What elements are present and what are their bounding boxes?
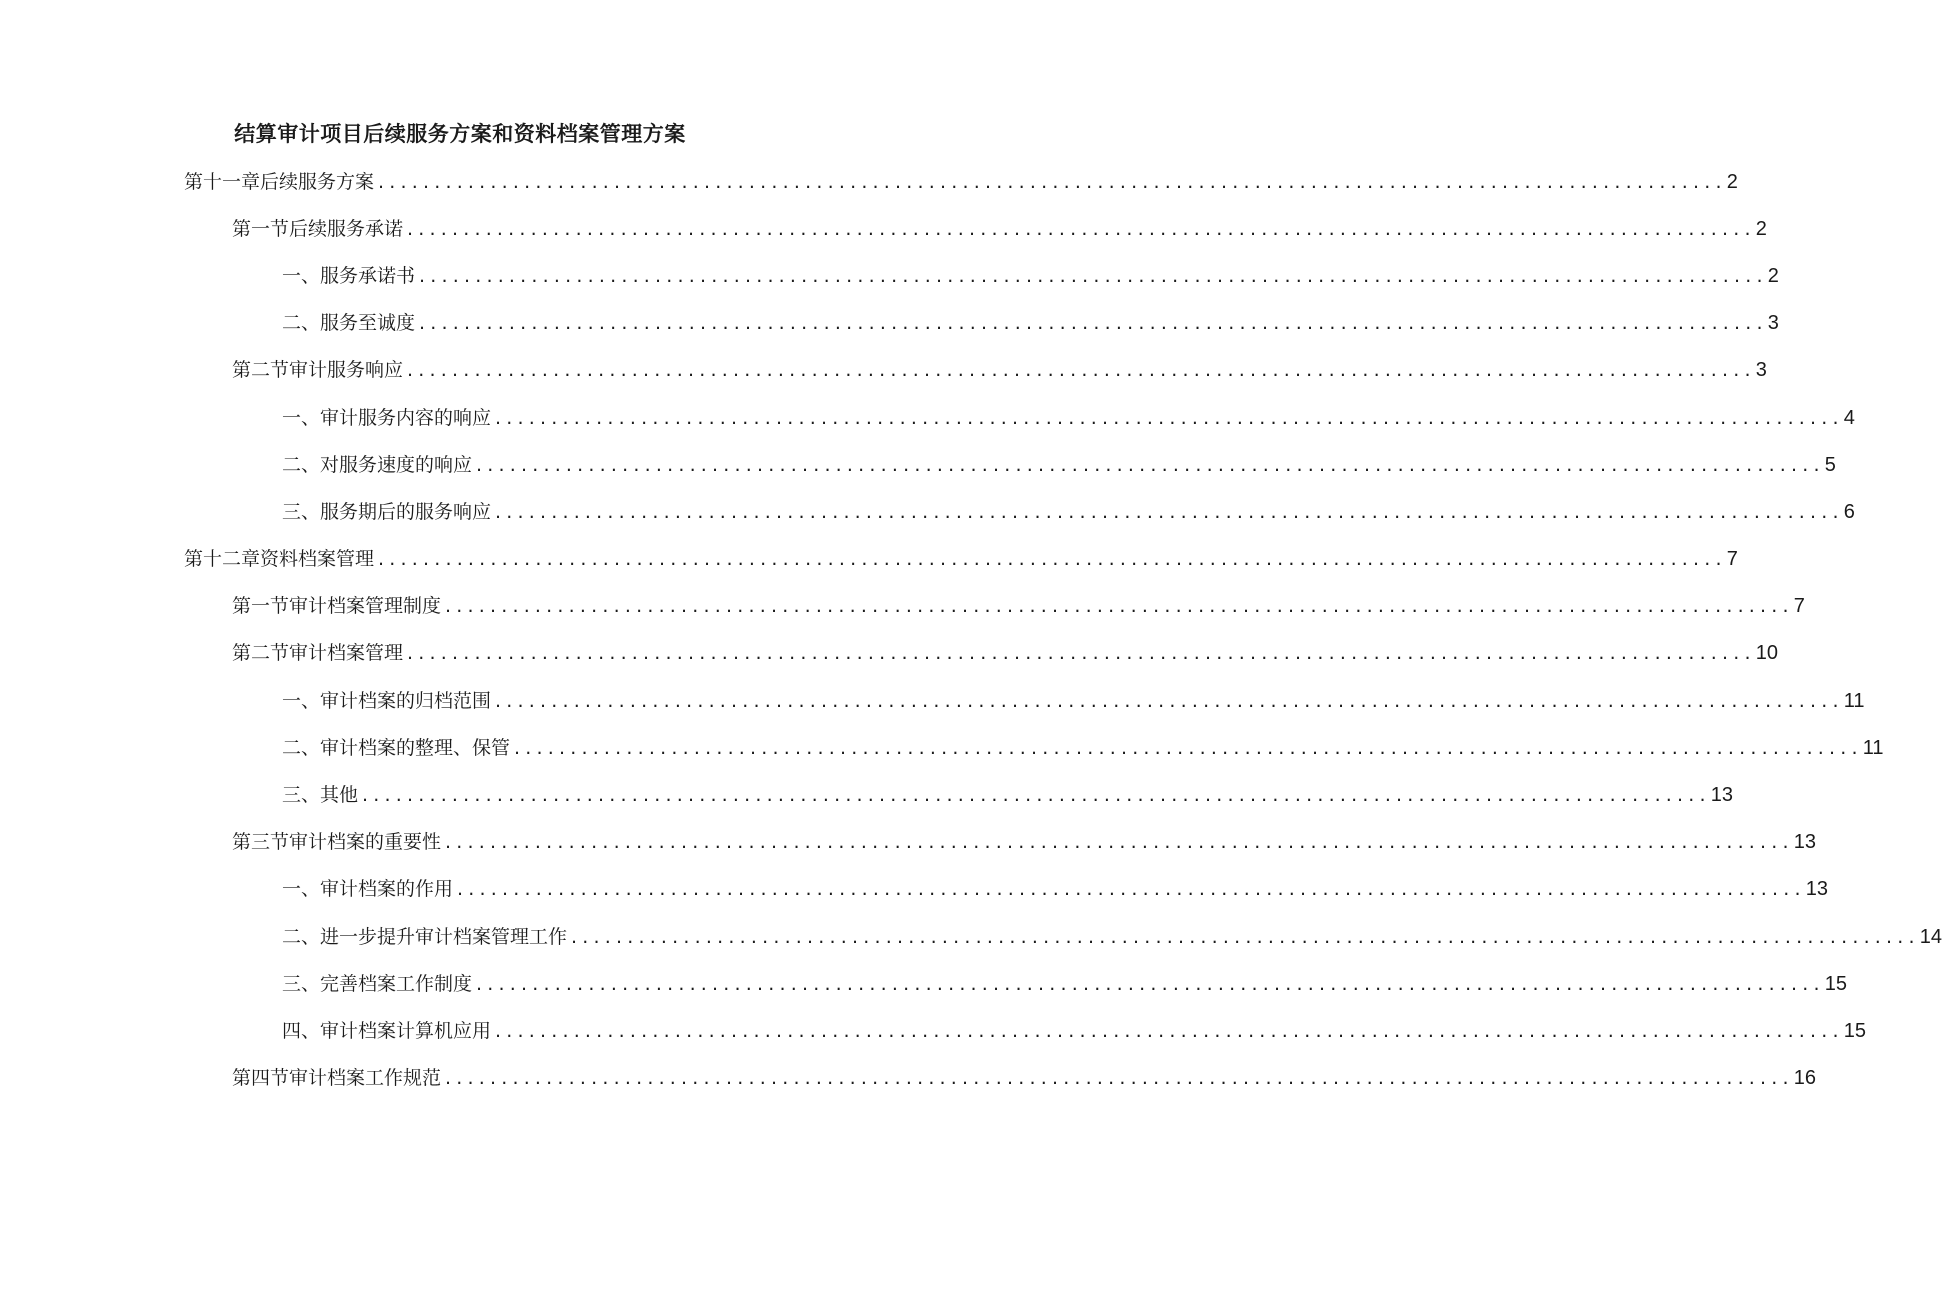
toc-page-number: 10 — [1755, 642, 1779, 665]
toc-dot-leader: ........................................................................................................................ — [457, 878, 1806, 901]
toc-page-number: 7 — [1793, 595, 1805, 618]
toc-dot-leader: ........................................................................................................................ — [419, 312, 1768, 335]
toc-entry-label: 一、审计服务内容的响应 — [282, 406, 492, 429]
toc-dot-leader: ........................................................................................................................ — [445, 831, 1794, 854]
toc-page-number: 6 — [1843, 500, 1855, 523]
toc-page-number: 4 — [1843, 406, 1855, 429]
toc-dot-leader: ........................................................................................................................ — [495, 500, 1844, 523]
toc-entry-label: 第三节审计档案的重要性 — [232, 831, 442, 854]
toc-entry-label: 四、审计档案计算机应用 — [282, 1019, 492, 1042]
toc-entry[interactable] — [0, 1055, 1817, 1102]
toc-page-number: 5 — [1824, 453, 1836, 476]
toc-page-number: 2 — [1726, 170, 1738, 193]
toc-entry-label: 一、审计档案的作用 — [282, 878, 454, 901]
toc-dot-leader: ........................................................................................................................ — [495, 406, 1844, 429]
toc-page-number: 15 — [1843, 1019, 1867, 1042]
toc-entry[interactable] — [0, 441, 1836, 488]
toc-entry[interactable] — [0, 630, 1779, 677]
toc-entry[interactable] — [0, 347, 1767, 394]
toc-entry[interactable] — [0, 960, 1848, 1007]
toc-dot-leader: ........................................................................................................................ — [445, 595, 1794, 618]
toc-entry-label: 一、服务承诺书 — [282, 264, 416, 287]
toc-dot-leader: ........................................................................................................................ — [407, 217, 1756, 240]
toc-entry-label: 一、审计档案的归档范围 — [282, 689, 492, 712]
toc-dot-leader: ........................................................................................................................ — [476, 453, 1825, 476]
toc-page-number: 11 — [1843, 689, 1865, 712]
document-title: 结算审计项目后续服务方案和资料档案管理方案 — [234, 122, 686, 146]
toc-page-number: 11 — [1862, 736, 1884, 759]
toc-dot-leader: ........................................................................................................................ — [419, 264, 1768, 287]
toc-entry[interactable] — [0, 488, 1855, 535]
toc-page-number: 2 — [1767, 264, 1779, 287]
toc-page-number: 7 — [1726, 548, 1738, 571]
toc-entry[interactable] — [0, 866, 1829, 913]
toc-page-number: 3 — [1767, 312, 1779, 335]
toc-entry[interactable] — [0, 819, 1817, 866]
toc-entry[interactable] — [0, 913, 1942, 960]
toc-entry-label: 二、服务至诚度 — [282, 312, 416, 335]
toc-page-number: 13 — [1793, 831, 1817, 854]
toc-entry[interactable] — [0, 536, 1738, 583]
toc-entry-label: 三、完善档案工作制度 — [282, 972, 473, 995]
toc-entry[interactable] — [0, 724, 1884, 771]
toc-entry-label: 第一节审计档案管理制度 — [232, 595, 442, 618]
toc-page-number: 15 — [1824, 972, 1848, 995]
toc-dot-leader: ........................................................................................................................ — [362, 784, 1711, 807]
toc-entry[interactable] — [0, 677, 1865, 724]
toc-entry-label: 第二节审计档案管理 — [232, 642, 404, 665]
toc-entry-label: 第十一章后续服务方案 — [184, 170, 375, 193]
table-of-contents — [0, 158, 1942, 1102]
toc-entry-label: 三、其他 — [282, 784, 359, 807]
toc-page-number: 2 — [1755, 217, 1767, 240]
toc-entry-label: 第十二章资料档案管理 — [184, 548, 375, 571]
toc-entry-label: 第二节审计服务响应 — [232, 359, 404, 382]
toc-dot-leader: ........................................................................................................................ — [378, 548, 1727, 571]
toc-entry[interactable] — [0, 252, 1779, 299]
toc-entry[interactable] — [0, 300, 1779, 347]
toc-entry[interactable] — [0, 205, 1767, 252]
toc-entry[interactable] — [0, 394, 1855, 441]
toc-dot-leader: ........................................................................................................................ — [378, 170, 1727, 193]
toc-dot-leader: ........................................................................................................................ — [476, 972, 1825, 995]
toc-dot-leader: ........................................................................................................................ — [571, 925, 1920, 948]
toc-entry[interactable] — [0, 158, 1738, 205]
toc-entry-label: 第四节审计档案工作规范 — [232, 1067, 442, 1090]
toc-entry-label: 二、审计档案的整理、保管 — [282, 736, 511, 759]
toc-entry-label: 二、进一步提升审计档案管理工作 — [282, 925, 568, 948]
toc-page-number: 13 — [1805, 878, 1829, 901]
toc-dot-leader: ........................................................................................................................ — [495, 689, 1844, 712]
toc-entry-label: 二、对服务速度的响应 — [282, 453, 473, 476]
toc-page-number: 13 — [1710, 784, 1734, 807]
toc-entry[interactable] — [0, 1007, 1867, 1054]
toc-entry[interactable] — [0, 771, 1734, 818]
toc-dot-leader: ........................................................................................................................ — [407, 359, 1756, 382]
toc-page-number: 14 — [1919, 925, 1942, 948]
toc-page-number: 3 — [1755, 359, 1767, 382]
toc-entry[interactable] — [0, 583, 1805, 630]
toc-page-number: 16 — [1793, 1067, 1817, 1090]
toc-dot-leader: ........................................................................................................................ — [514, 736, 1863, 759]
toc-entry-label: 第一节后续服务承诺 — [232, 217, 404, 240]
toc-dot-leader: ........................................................................................................................ — [407, 642, 1756, 665]
toc-dot-leader: ........................................................................................................................ — [495, 1019, 1844, 1042]
toc-entry-label: 三、服务期后的服务响应 — [282, 500, 492, 523]
toc-dot-leader: ........................................................................................................................ — [445, 1067, 1794, 1090]
